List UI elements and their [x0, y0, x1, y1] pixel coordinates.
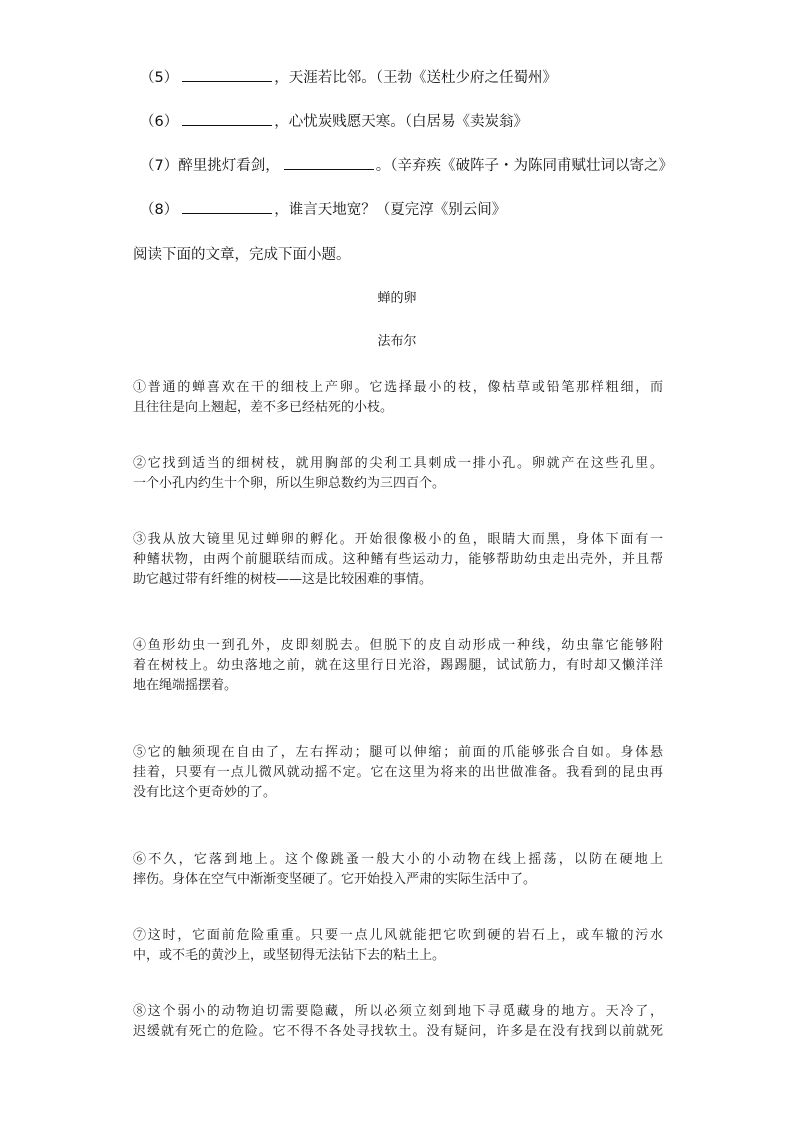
- paragraph-line: 挂着，只要有一点儿微风就动摇不定。它在这里为将来的出世做准备。我看到的昆虫再: [133, 765, 663, 780]
- paragraph-line: 中，或不毛的黄沙上，或坚韧得无法钻下去的粘土上。: [133, 948, 446, 963]
- paragraph-line: ⑥不久，它落到地上。这个像跳蚤一般大小的小动物在线上摇荡，以防在硬地上: [133, 852, 663, 867]
- paragraph-line: 且往往是向上翘起，差不多已经枯死的小枝。: [133, 400, 394, 415]
- paragraph-line: ①普通的蝉喜欢在干的细枝上产卵。它选择最小的枝，像枯草或铅笔那样粗细，而: [133, 380, 663, 395]
- answer-blank[interactable]: [182, 67, 272, 82]
- paragraph-2: [133, 454, 663, 494]
- paragraph-line: ②它找到适当的细树枝，就用胸部的尖利工具刺成一排小孔。卵就产在这些孔里。: [133, 456, 663, 471]
- paragraph-6: [133, 850, 663, 890]
- paragraph-line: 着在树枝上。幼虫落地之前，就在这里行日光浴，踢踢腿，试试筋力，有时却又懒洋洋: [133, 658, 663, 673]
- question-number: （6）: [140, 114, 179, 130]
- paragraph-line: ④鱼形幼虫一到孔外，皮即刻脱去。但脱下的皮自动形成一种线，幼虫靠它能够附: [133, 638, 663, 653]
- article-title: 蝉的卵: [377, 291, 417, 306]
- paragraph-line: 摔伤。身体在空气中渐渐变坚硬了。它开始投入严肃的实际生活中了。: [133, 872, 537, 887]
- question-6: [140, 111, 528, 132]
- question-7: [140, 155, 673, 176]
- paragraph-line: 一个小孔内约生十个卵，所以生卵总数约为三四百个。: [133, 476, 446, 491]
- reading-instruction: 阅读下面的文章，完成下面小题。: [133, 247, 351, 263]
- answer-blank[interactable]: [182, 199, 272, 214]
- question-number: （8）: [140, 202, 179, 218]
- paragraph-line: 地在绳端摇摆着。: [133, 678, 238, 693]
- answer-blank[interactable]: [182, 111, 272, 126]
- paragraph-line: ⑦这时，它面前危险重重。只要一点儿风就能把它吹到硬的岩石上，或车辙的污水: [133, 928, 663, 943]
- question-text: ，谁言天地宽？（夏完淳《别云间》: [274, 202, 507, 218]
- paragraph-3: [133, 530, 663, 590]
- question-text: 。（辛弃疾《破阵子・为陈同甫赋壮词以寄之》: [375, 158, 673, 174]
- answer-blank[interactable]: [284, 155, 374, 170]
- paragraph-8: [133, 1002, 663, 1042]
- paragraph-line: ⑧这个弱小的动物迫切需要隐藏，所以必须立刻到地下寻觅藏身的地方。天冷了，: [133, 1004, 663, 1019]
- question-text-before: 醉里挑灯看剑，: [178, 158, 280, 174]
- paragraph-line: ⑤它的触须现在自由了，左右挥动；腿可以伸缩；前面的爪能够张合自如。身体悬: [133, 745, 663, 760]
- question-8: [140, 199, 506, 220]
- paragraph-line: 没有比这个更奇妙的了。: [133, 785, 277, 800]
- paragraph-line: ③我从放大镜里见过蝉卵的孵化。开始很像极小的鱼，眼睛大而黑，身体下面有一: [133, 532, 663, 547]
- question-text: ，心忧炭贱愿天寒。（白居易《卖炭翁》: [274, 114, 528, 130]
- question-5: [140, 67, 557, 88]
- article-author: 法布尔: [377, 334, 417, 349]
- paragraph-5: [133, 743, 663, 803]
- question-number: （5）: [140, 70, 179, 86]
- question-text: ，天涯若比邻。（王勃《送杜少府之任蜀州》: [274, 70, 557, 86]
- paragraph-line: 种鳍状物，由两个前腿联结而成。这种鳍有些运动力，能够帮助幼虫走出壳外，并且帮: [133, 552, 663, 567]
- paragraph-line: 助它越过带有纤维的树枝——这是比较困难的事情。: [133, 572, 433, 587]
- paragraph-line: 迟缓就有死亡的危险。它不得不各处寻找软土。没有疑问，许多是在没有找到以前就死: [133, 1024, 663, 1039]
- paragraph-7: [133, 926, 663, 966]
- paragraph-4: [133, 636, 663, 696]
- question-number: （7）: [140, 158, 179, 174]
- paragraph-1: [133, 378, 663, 418]
